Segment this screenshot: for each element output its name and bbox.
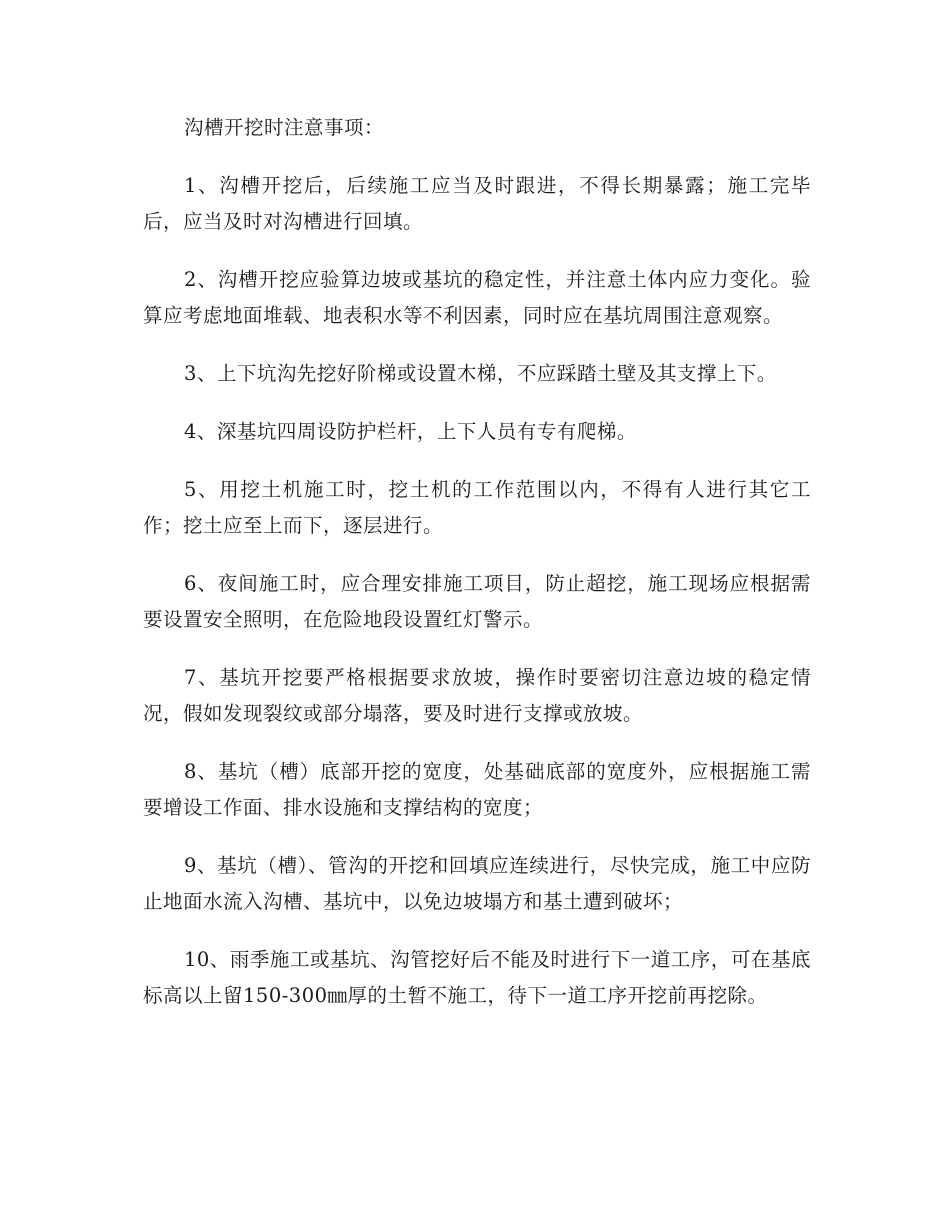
item-1: 1、沟槽开挖后，后续施工应当及时跟进，不得长期暴露；施工完毕后，应当及时对沟槽进行回填。 (143, 174, 811, 233)
document-title: 沟槽开挖时注意事项： (183, 116, 384, 139)
document-body (143, 110, 811, 1036)
item-7: 7、基坑开挖要严格根据要求放坡，操作时要密切注意边坡的稳定情况，假如发现裂纹或部分塌落，要及时进行支撑或放坡。 (143, 666, 811, 725)
item-4: 4、深基坑四周设防护栏杆，上下人员有专有爬梯。 (183, 420, 637, 443)
item-8: 8、基坑（槽）底部开挖的宽度，处基础底部的宽度外，应根据施工需要增设工作面、排水设施和支撑结构的宽度； (143, 760, 811, 819)
item-3: 3、上下坑沟先挖好阶梯或设置木梯，不应踩踏土壁及其支撑上下。 (183, 362, 777, 385)
item-2: 2、沟槽开挖应验算边坡或基坑的稳定性，并注意土体内应力变化。验算应考虑地面堆载、地表积水等不利因素，同时应在基坑周围注意观察。 (143, 268, 811, 327)
item-6: 6、夜间施工时，应合理安排施工项目，防止超挖，施工现场应根据需要设置安全照明，在危险地段设置红灯警示。 (143, 572, 811, 631)
item-9: 9、基坑（槽）、管沟的开挖和回填应连续进行，尽快完成，施工中应防止地面水流入沟槽、基坑中，以免边坡塌方和基土遭到破坏； (143, 854, 811, 913)
item-10: 10、雨季施工或基坑、沟管挖好后不能及时进行下一道工序，可在基底标高以上留150-300㎜厚的土暂不施工，待下一道工序开挖前再挖除。 (143, 948, 811, 1007)
item-5: 5、用挖土机施工时，挖土机的工作范围以内，不得有人进行其它工作；挖土应至上而下，逐层进行。 (143, 478, 811, 537)
